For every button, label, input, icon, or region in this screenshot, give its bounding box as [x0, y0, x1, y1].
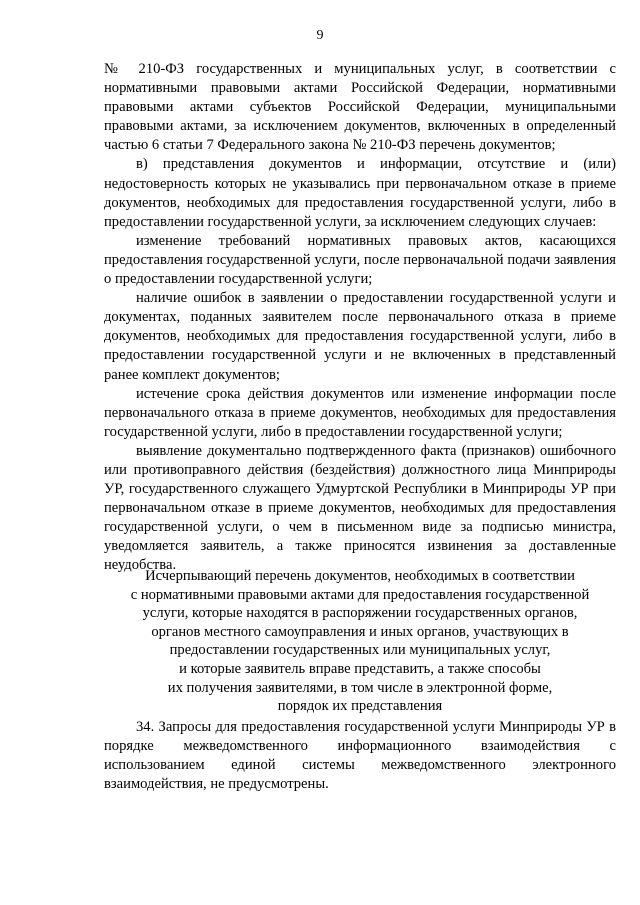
body-text-top	[104, 60, 616, 576]
heading-line: их получения заявителями, в том числе в электронной форме,	[167, 679, 553, 696]
heading-line: с нормативными правовыми актами для предоставления государственной	[130, 586, 590, 603]
paragraph-case-application-errors: наличие ошибок в заявлении о предоставлении государственной услуги и документах, поданных заявителем после первоначального отказа в приеме документов, необходимых для предоставления государственной услуги, либо в предоставлении государственной услуги и не включенных в представленный ранее комплект документов;	[104, 290, 616, 383]
paragraph-item-34: 34. Запросы для предоставления государственной услуги Минприроды УР в порядке межведомственного информационного взаимодействия с использованием единой системы межведомственного электронного взаимодействия, не предусмотрены.	[104, 719, 616, 793]
paragraph-case-unlawful-action: выявление документально подтвержденного факта (признаков) ошибочного или противоправного действия (бездействия) должностного лица Минприроды УР, государственного служащего Удмуртской Республики в Минприроды УР при первоначальном отказе в приеме документов, необходимых для предоставления государственной услуги, о чем в письменном виде за подписью министра, уведомляется заявитель, а также приносятся извинения за доставленные неудобства.	[104, 442, 616, 574]
heading-line: органов местного самоуправления и иных органов, участвующих в	[151, 623, 569, 640]
body-text-bottom	[104, 718, 616, 794]
paragraph-case-requirements-change: изменение требований нормативных правовых актов, касающихся предоставления государственной услуги, после первоначальной подачи заявления о предоставлении государственной услуги;	[104, 232, 616, 288]
heading-line: Исчерпывающий перечень документов, необходимых в соответствии	[145, 568, 575, 584]
heading-line: и которые заявитель вправе представить, а также способы	[179, 660, 541, 677]
paragraph-law-reference: № 210-ФЗ государственных и муниципальных услуг, в соответствии с нормативными правовыми актами Российской Федерации, нормативными правовыми актами субъектов Российской Федерации, муниципальными правовыми актами, за исключением документов, включенных в определенный частью 6 статьи 7 Федерального закона № 210-ФЗ перечень документов;	[104, 61, 616, 154]
heading-line: предоставлении государственных или муниципальных услуг,	[169, 642, 551, 659]
paragraph-item-v: в) представления документов и информации, отсутствие и (или) недостоверность которых не указывались при первоначальном отказе в приеме документов, необходимых для предоставления государственной услуги, либо в предоставлении государственной услуги, за исключением следующих случаев:	[104, 156, 616, 230]
paragraph-case-expiry: истечение срока действия документов или изменение информации после первоначального отказа в приеме документов, необходимых для предоставления государственной услуги, либо в предоставлении государственной услуги;	[104, 385, 616, 440]
page-number: 9	[316, 28, 324, 43]
section-heading	[104, 567, 616, 716]
heading-line: услуги, которые находятся в распоряжении государственных органов,	[142, 605, 578, 622]
heading-line: порядок их представления	[277, 698, 443, 715]
